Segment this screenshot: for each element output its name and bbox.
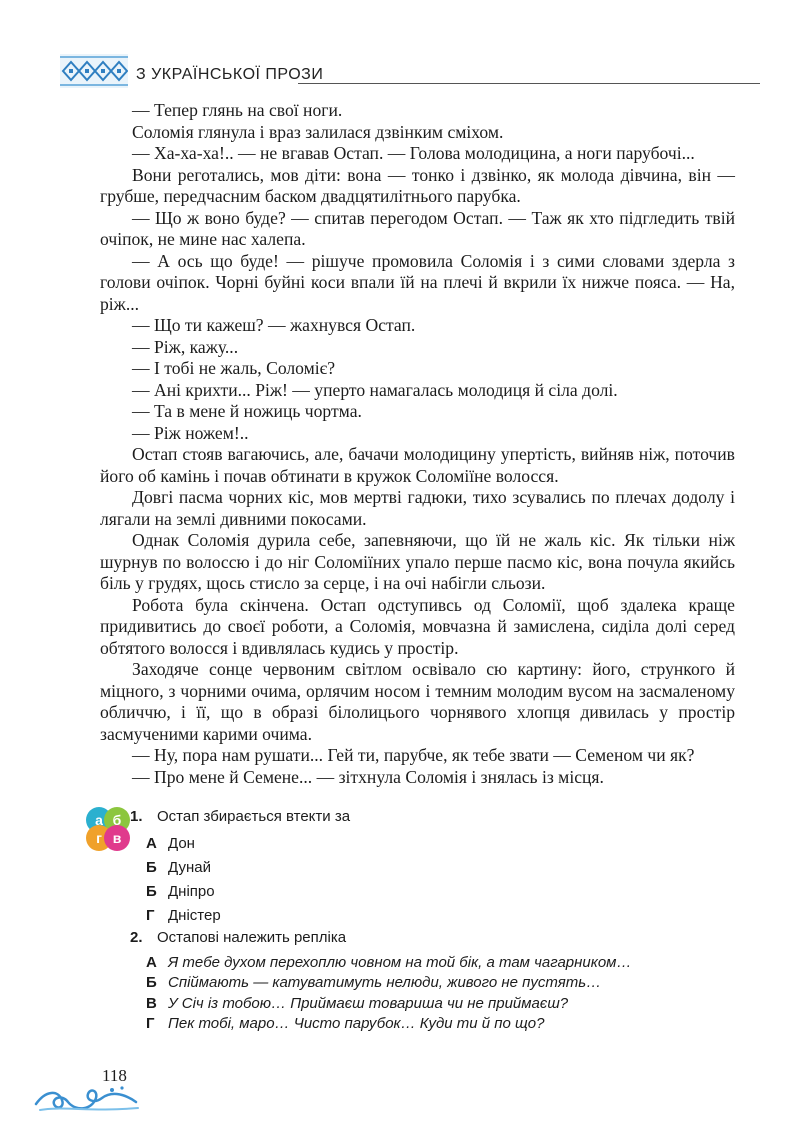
option-letter: Г [146,906,155,924]
page-number: 118 [102,1066,127,1085]
answer-option[interactable] [146,1014,740,1035]
option-text: Пек тобі, маро… Чисто парубок… Куди ти й по що? [168,1015,545,1033]
answer-option[interactable] [146,855,740,879]
answer-option[interactable] [146,903,740,927]
question-header [130,929,740,946]
story-paragraph: — Ані крихти... Ріж! — уперто намагалась молодиця й сіла долі. [132,379,618,400]
quiz-letter: в [112,830,122,846]
option-text: Я тебе духом перехоплю човном на той бік, а там чагарником… [168,953,632,971]
option-letter: В [146,994,157,1012]
option-letter: Г [146,1015,155,1033]
story-paragraph: Вони реготались, мов діти: вона — тонко і дзвінко, як молода дівчина, він — грубше, передчасним баском двадцятилітнього парубка. [100,164,735,206]
option-letter: А [146,834,157,852]
option-text: Дністер [168,906,221,924]
answer-options [130,952,740,1034]
story-paragraph: — Ха-ха-ха!.. — не вгавав Остап. — Голова молодицина, а ноги парубочі... [132,143,695,163]
story-paragraph: — Ріж, кажу... [132,336,239,357]
story-paragraph: — Що ти кажеш? — жахнувся Остап. [132,315,416,335]
story-paragraph: Довгі пасма чорних кіс, мов мертві гадюки, тихо зсувались по плечах додолу і лягали на землі дивними покосами. [100,487,735,529]
quiz-letter: а [95,812,103,828]
story-paragraph: — Та в мене й ножиць чортма. [132,401,362,421]
question-text: Остапові належить репліка [157,929,347,946]
wave-ornament-icon [32,1080,142,1114]
story-text [100,100,735,788]
story-paragraph: Робота була скінчена. Остап одступивсь од Соломії, щоб здалека краще придивитись до своєї роботи, а Соломія, мовчазна й замислена, сиділа долі серед обтятого волосся і вдивлялась кудись у простір. [100,594,735,658]
header-rule [298,83,760,84]
question-2 [130,929,740,1034]
story-paragraph: Заходяче сонце червоним світлом освівало сю картину: його, стрункого й міцного, з чорними очима, орлячим носом і темним молодим вусом на засмаленому обличчю, і її, що в образі білолицього чорнявого хлопця дивилась у простір засмученими карими очима. [100,659,735,744]
story-paragraph: Соломія глянула і враз залилася дзвінким сміхом. [132,121,504,142]
story-paragraph: — Ріж ножем!.. [132,422,249,443]
quiz-letter: б [112,812,122,828]
question-header [130,808,740,825]
option-letter: Б [146,882,157,900]
answer-option[interactable] [146,879,740,903]
story-paragraph: Однак Соломія дурила себе, запевняючи, що їй не жаль кіс. Як тільки ніж шурнув по волоссю і до ніг Соломіїних упало перше пасмо кіс, вона почула якийсь біль у грудях, щось стисло за серце, і на очі набігли сльози. [100,530,735,593]
quiz-abvg-icon [84,805,132,853]
story-paragraph: — Ну, пора нам рушати... Гей ти, парубче, як тебе звати — Семеном чи як? [132,745,695,765]
option-letter: Б [146,974,157,992]
story-paragraph: — Тепер глянь на свої ноги. [132,100,343,120]
answer-option[interactable] [146,993,740,1014]
quiz-letter: г [96,830,102,846]
story-paragraph: — Про мене й Семене... — зітхнула Соломія і знялась із місця. [132,766,604,787]
answer-option[interactable] [146,973,740,994]
option-text: Спіймають — катуватимуть нелюди, живого не пустять… [168,974,602,992]
option-text: Дон [168,834,195,852]
story-paragraph: — І тобі не жаль, Соломіє? [132,358,336,378]
option-letter: А [146,953,157,971]
question-number: 2. [130,929,143,946]
option-text: У Січ із тобою… Приймаєш товариша чи не приймаєш? [168,994,569,1012]
story-paragraph: — Що ж воно буде? — спитав перегодом Остап. — Таж як хто підгледить твій очіпок, не мине нас халепа. [100,207,735,249]
answer-option[interactable] [146,952,740,973]
option-text: Дунай [168,858,211,876]
answer-option[interactable] [146,831,740,855]
option-text: Дніпро [168,882,215,900]
embroidery-ornament-icon [60,54,128,88]
answer-options [130,831,740,927]
question-text: Остап збирається втекти за [157,808,351,825]
page-header [60,48,760,96]
question-1 [130,808,740,927]
question-number: 1. [130,808,143,825]
story-paragraph: — А ось що буде! — рішуче промовила Соломія і з сими словами здерла з голови очіпок. Чорні буйні коси впали їй на плечі й вкрили їх нижче пояса. — На, ріж... [100,250,735,314]
section-title: З УКРАЇНСЬКОЇ ПРОЗИ [136,66,324,83]
story-paragraph: Остап стояв вагаючись, але, бачачи молодицину упертість, вийняв ніж, поточив його об камінь і почав обтинати в кружок Соломіїне волосся. [100,444,735,486]
option-letter: Б [146,858,157,876]
